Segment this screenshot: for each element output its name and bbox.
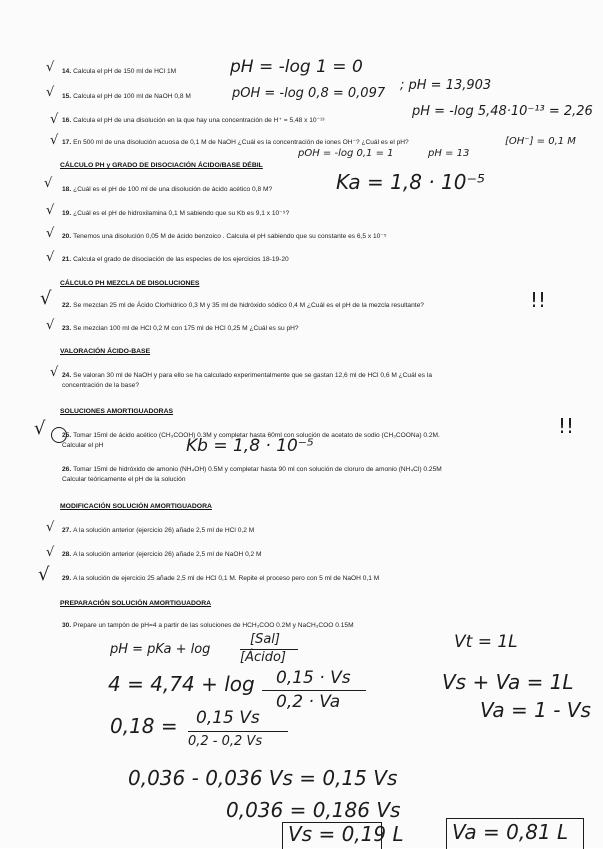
check-mark: √ <box>46 250 55 265</box>
answer-16: pH = -log 5,48·10⁻¹³ = 2,26 <box>412 104 593 119</box>
exercise-24-cont: concentración de la base? <box>62 382 139 389</box>
equation-ratio: 0,18 = <box>110 714 178 738</box>
volume-acid: Va = 1 - Vs <box>480 698 591 722</box>
fraction-bar <box>262 690 366 691</box>
exercise-24: 24. Se valoran 30 ml de NaOH y para ello se ha calculado experimentalmente que se gastan 12,6 ml de HCl 0,6 M ¿Cuál es la <box>62 372 432 379</box>
answer-18-ka: Ka = 1,8 · 10⁻⁵ <box>336 170 486 194</box>
exercise-20: 20. Tenemos una disolución 0,05 M de ácido benzoico . Calcula el pH sabiendo que su constante es 6,5 x 10⁻⁵ <box>62 233 387 240</box>
section-heading: CÁLCULO PH MEZCLA DE DISOLUCIONES <box>60 280 200 287</box>
exercise-27: 27. A la solución anterior (ejercicio 26) añade 2,5 ml de HCl 0,2 M <box>62 527 255 534</box>
equation-henderson-num: [Sal] <box>250 632 280 647</box>
fraction-bar <box>188 731 288 732</box>
answer-17-ph: pH = 13 <box>428 148 470 159</box>
exercise-25: 25. Tomar 15ml de ácido acético (CH₃COOH) 0.3M y completar hasta 60ml con solución de acetato de sodio (CH₃COONa) 0.2M. <box>62 432 440 439</box>
exercise-17: 17. En 500 ml de una disolución acuosa de 0,1 M de NaOH ¿Cuál es la concentración de iones OH⁻? ¿Cuál es el pH? <box>62 139 409 146</box>
check-mark: √ <box>46 60 55 75</box>
section-heading: PREPARACIÓN SOLUCIÓN AMORTIGUADORA <box>60 600 212 607</box>
check-mark: √ <box>50 112 59 127</box>
check-mark: √ <box>46 226 55 241</box>
check-mark: √ <box>40 288 52 309</box>
volume-sum: Vs + Va = 1L <box>442 670 574 694</box>
exercise-16: 16. Calcula el pH de una disolución en la que hay una concentración de H⁺ = 5,48 x 10⁻¹³ <box>62 117 325 124</box>
check-mark: √ <box>46 318 55 333</box>
exercise-28: 28. A la solución anterior (ejercicio 26) añade 2,5 ml de NaOH 0,2 M <box>62 551 262 558</box>
exercise-26-cont: Calcular teóricamente el pH de la solución <box>62 476 186 483</box>
exclamation-marks: !! <box>530 288 547 312</box>
equation-linear: 0,036 - 0,036 Vs = 0,15 Vs <box>128 766 398 790</box>
exercise-23: 23. Se mezclan 100 ml de HCl 0,2 M con 175 ml de HCl 0,25 M ¿Cuál es su pH? <box>62 325 299 332</box>
equation-substitution-num: 0,15 · Vs <box>276 668 351 688</box>
answer-14: pH = -log 1 = 0 <box>230 57 363 77</box>
exercise-18: 18. ¿Cuál es el pH de 100 ml de una disolución de ácido acético 0,8 M? <box>62 186 273 193</box>
check-mark: √ <box>38 564 50 585</box>
exercise-15: 15. Calcula el pH de 100 ml de NaOH 0,8 M <box>62 93 191 100</box>
exercise-25-cont: Calcular el pH <box>62 442 104 449</box>
check-mark: √ <box>50 365 59 380</box>
exercise-29: 29. A la solución de ejercicio 25 añade 2,5 ml de HCl 0,1 M. Repite el proceso pero con 5 ml de NaOH 0,1 M <box>62 575 380 582</box>
equation-henderson-den: [Ácido] <box>240 650 287 665</box>
section-heading: MODIFICACIÓN SOLUCIÓN AMORTIGUADORA <box>60 503 212 510</box>
equation-simplified: 0,036 = 0,186 Vs <box>226 798 401 822</box>
result-vs: Vs = 0,19 L <box>288 822 404 846</box>
answer-25-kb: Kb = 1,8 · 10⁻⁵ <box>186 436 314 456</box>
exercise-22: 22. Se mezclan 25 ml de Ácido Clorhídrico 0,3 M y 35 ml de hidróxido sódico 0,4 M ¿Cuál es el pH de la mezcla resultante? <box>62 302 424 309</box>
equation-ratio-num: 0,15 Vs <box>196 708 260 728</box>
exclamation-marks: !! <box>558 414 575 438</box>
exercise-30: 30. Prepare un tampón de pH=4 a partir de las soluciones de HCH₃COO 0.2M y NaCH₃COO 0.15M <box>62 622 354 629</box>
answer-15-ph: ; pH = 13,903 <box>400 78 492 93</box>
section-heading: VALORACIÓN ÁCIDO-BASE <box>60 348 151 355</box>
total-volume: Vt = 1L <box>454 632 518 652</box>
result-va: Va = 0,81 L <box>452 820 569 844</box>
equation-substitution: 4 = 4,74 + log <box>108 672 255 696</box>
check-mark: √ <box>46 85 55 100</box>
check-mark: √ <box>46 545 55 560</box>
answer-17-poh: pOH = -log 0,1 = 1 <box>298 148 394 159</box>
check-mark: √ <box>34 418 46 439</box>
section-heading: CÁLCULO PH y GRADO DE DISOCIACIÓN ÁCIDO/BASE DÉBIL <box>60 162 263 169</box>
check-mark: √ <box>46 203 55 218</box>
equation-substitution-den: 0,2 · Va <box>276 692 341 712</box>
exercise-26: 26. Tomar 15ml de hidróxido de amonio (NH₄OH) 0.5M y completar hasta 90 ml con solución de cloruro de amonio (NH₄Cl) 0.25M <box>62 466 442 473</box>
exercise-21: 21. Calcula el grado de disociación de las especies de los ejercicios 18-19-20 <box>62 256 289 263</box>
check-mark: √ <box>44 176 53 191</box>
exercise-14: 14. Calcula el pH de 150 ml de HCl 1M <box>62 68 177 75</box>
check-mark: √ <box>50 133 59 148</box>
equation-ratio-den: 0,2 - 0,2 Vs <box>188 734 263 749</box>
exercise-19: 19. ¿Cuál es el pH de hidroxilamina 0,1 M sabiendo que su Kb es 9,1 x 10⁻⁹? <box>62 210 290 217</box>
answer-15-poh: pOH = -log 0,8 = 0,097 <box>232 86 386 101</box>
check-mark: √ <box>46 520 55 535</box>
section-heading: SOLUCIONES AMORTIGUADORAS <box>60 408 174 415</box>
equation-henderson: pH = pKa + log <box>110 642 211 657</box>
answer-17-oh: [OH⁻] = 0,1 M <box>505 136 576 147</box>
